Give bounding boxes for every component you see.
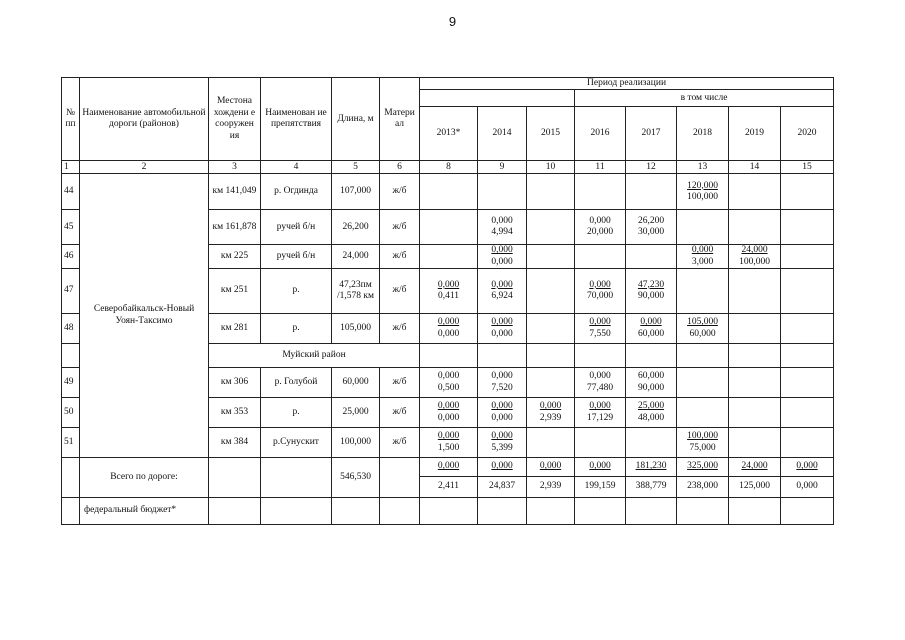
- empty-cell: [781, 498, 834, 525]
- value-cell: [781, 428, 834, 458]
- value-top: 26,200: [637, 216, 665, 226]
- header-col-index: 3: [209, 161, 261, 174]
- value-cell: [781, 269, 834, 314]
- obstacle-cell: ручей б/н: [261, 245, 332, 269]
- location-cell: км 225: [209, 245, 261, 269]
- value-top: 0,000: [589, 371, 611, 382]
- value-cell: [575, 174, 626, 210]
- empty-cell: [209, 498, 261, 525]
- header-col-index: 4: [261, 161, 332, 174]
- value-top: 0,000: [589, 317, 611, 328]
- header-col-index: 8: [420, 161, 478, 174]
- value-top: 0,000: [589, 401, 611, 412]
- total-top-text: 181,230: [635, 461, 667, 472]
- value-bottom: 1,500: [437, 442, 460, 453]
- header-location: Местона хождени е сооружен ия: [209, 78, 261, 161]
- header-year: 2020: [781, 107, 834, 161]
- total-length: 546,530: [332, 458, 380, 498]
- value-top: 0,000: [491, 431, 513, 442]
- header-year: 2013*: [420, 107, 478, 161]
- empty-cell: [62, 344, 80, 368]
- value-cell: [527, 210, 575, 245]
- total-bottom-value: 24,837: [478, 477, 527, 498]
- total-top-text: 0,000: [796, 461, 818, 472]
- value-bottom: 0,411: [437, 291, 460, 302]
- location-cell: км 306: [209, 368, 261, 398]
- value-cell: [420, 245, 478, 269]
- value-cell: [420, 368, 478, 398]
- length-cell: 47,23пм /1,578 км: [332, 269, 380, 314]
- value-cell: [729, 368, 781, 398]
- value-top: 100,000: [687, 431, 718, 442]
- value-cell: [527, 314, 575, 344]
- value-cell: [729, 314, 781, 344]
- empty-cell: [729, 344, 781, 368]
- value-cell: [729, 210, 781, 245]
- value-cell: [626, 174, 677, 210]
- total-bottom-value: 2,939: [527, 477, 575, 498]
- header-col-index: 13: [677, 161, 729, 174]
- empty-cell: [420, 498, 478, 525]
- header-obstacle: Наименован ие препятствия: [261, 78, 332, 161]
- obstacle-cell: р.: [261, 398, 332, 428]
- total-top-value: [420, 458, 478, 477]
- value-cell: [527, 245, 575, 269]
- header-year: 2017: [626, 107, 677, 161]
- header-col-index: 11: [575, 161, 626, 174]
- total-top-value: [527, 458, 575, 477]
- empty-cell: [575, 498, 626, 525]
- total-top-text: 0,000: [491, 461, 513, 472]
- value-bottom: 6,924: [491, 291, 513, 302]
- value-cell: [677, 269, 729, 314]
- value-cell: [478, 314, 527, 344]
- value-cell: [420, 428, 478, 458]
- length-cell: 105,000: [332, 314, 380, 344]
- value-top: 0,000: [437, 279, 460, 290]
- empty-cell: [62, 498, 80, 525]
- value-cell: [729, 269, 781, 314]
- header-period: Период реализации: [420, 78, 834, 90]
- empty-cell: [62, 458, 80, 498]
- value-top: 0,000: [539, 401, 562, 412]
- location-cell: км 251: [209, 269, 261, 314]
- header-col-index: 5: [332, 161, 380, 174]
- value-bottom: 30,000: [637, 227, 665, 238]
- value-cell: [781, 210, 834, 245]
- row-number: 47: [62, 269, 80, 314]
- total-bottom-value: 238,000: [677, 477, 729, 498]
- value-cell: [575, 398, 626, 428]
- value-cell: [575, 428, 626, 458]
- value-top: 0,000: [491, 317, 513, 328]
- federal-row: [62, 498, 834, 525]
- road-program-table: [61, 77, 834, 525]
- value-bottom: 0,000: [491, 328, 513, 339]
- location-cell: км 141,049: [209, 174, 261, 210]
- row-number: 50: [62, 398, 80, 428]
- header-col-index: 10: [527, 161, 575, 174]
- material-cell: ж/б: [380, 245, 420, 269]
- header-year: 2019: [729, 107, 781, 161]
- value-cell: [420, 210, 478, 245]
- row-number: 51: [62, 428, 80, 458]
- value-cell: [478, 269, 527, 314]
- row-number: 45: [62, 210, 80, 245]
- empty-cell: [380, 458, 420, 498]
- header-year: 2018: [677, 107, 729, 161]
- empty-cell: [729, 498, 781, 525]
- empty-cell: [261, 458, 332, 498]
- header-year: 2014: [478, 107, 527, 161]
- value-top: 0,000: [437, 431, 460, 442]
- value-cell: [781, 314, 834, 344]
- material-cell: ж/б: [380, 174, 420, 210]
- value-bottom: 0,000: [491, 412, 513, 423]
- header-col-index: 2: [80, 161, 209, 174]
- value-cell: [677, 398, 729, 428]
- value-top: 60,000: [637, 371, 665, 382]
- header-material: Матери ал: [380, 78, 420, 161]
- value-cell: [420, 174, 478, 210]
- value-bottom: 3,000: [691, 256, 714, 267]
- value-cell: [677, 314, 729, 344]
- value-cell: [626, 269, 677, 314]
- row-number: 49: [62, 368, 80, 398]
- value-bottom: 0,000: [437, 328, 460, 339]
- material-cell: ж/б: [380, 269, 420, 314]
- value-bottom: 4,994: [491, 227, 513, 238]
- location-cell: км 353: [209, 398, 261, 428]
- value-bottom: 20,000: [586, 227, 614, 238]
- empty-cell: [209, 458, 261, 498]
- value-top: 0,000: [437, 401, 460, 412]
- total-top-text: 325,000: [687, 461, 718, 472]
- location-cell: км 161,878: [209, 210, 261, 245]
- value-cell: [677, 428, 729, 458]
- value-cell: [781, 398, 834, 428]
- material-cell: ж/б: [380, 368, 420, 398]
- value-cell: [626, 245, 677, 269]
- empty-cell: [781, 344, 834, 368]
- value-top: 0,000: [491, 279, 513, 290]
- value-bottom: 17,129: [586, 412, 614, 423]
- value-top: 0,000: [491, 216, 513, 226]
- total-bottom-value: 388,779: [626, 477, 677, 498]
- header-col-index: 12: [626, 161, 677, 174]
- obstacle-cell: р. Огдинда: [261, 174, 332, 210]
- total-bottom-value: 199,159: [575, 477, 626, 498]
- total-top-text: 0,000: [589, 461, 611, 472]
- total-top-value: [677, 458, 729, 477]
- value-top: 0,000: [437, 317, 460, 328]
- value-top: 25,000: [637, 401, 665, 412]
- header-blank: [420, 90, 575, 107]
- header-col-index: 1: [62, 161, 80, 174]
- value-bottom: 77,480: [586, 382, 614, 393]
- length-cell: 100,000: [332, 428, 380, 458]
- value-cell: [478, 245, 527, 269]
- value-cell: [575, 368, 626, 398]
- value-cell: [626, 368, 677, 398]
- total-top-value: [729, 458, 781, 477]
- district-label: Муйский район: [209, 344, 420, 368]
- value-cell: [478, 368, 527, 398]
- value-cell: [626, 210, 677, 245]
- header-col-index: 6: [380, 161, 420, 174]
- empty-cell: [677, 498, 729, 525]
- value-top: 0,000: [691, 245, 714, 256]
- header-number: № пп: [62, 78, 80, 161]
- obstacle-cell: р.Сунускит: [261, 428, 332, 458]
- empty-cell: [527, 498, 575, 525]
- value-cell: [527, 269, 575, 314]
- length-cell: 60,000: [332, 368, 380, 398]
- value-bottom: 100,000: [739, 256, 770, 267]
- empty-cell: [261, 498, 332, 525]
- value-bottom: 48,000: [637, 412, 665, 423]
- header-length: Длина, м: [332, 78, 380, 161]
- value-cell: [729, 428, 781, 458]
- empty-cell: [626, 498, 677, 525]
- material-cell: ж/б: [380, 398, 420, 428]
- value-bottom: 60,000: [637, 328, 665, 339]
- value-cell: [527, 368, 575, 398]
- value-cell: [420, 398, 478, 428]
- value-cell: [478, 398, 527, 428]
- header-col-index: 14: [729, 161, 781, 174]
- row-number: 44: [62, 174, 80, 210]
- total-top-value: [478, 458, 527, 477]
- value-top: 47,230: [637, 279, 665, 290]
- total-top-text: 0,000: [539, 461, 562, 472]
- value-bottom: 2,939: [539, 412, 562, 423]
- empty-cell: [575, 344, 626, 368]
- length-cell: 24,000: [332, 245, 380, 269]
- value-cell: [420, 269, 478, 314]
- value-cell: [478, 174, 527, 210]
- location-cell: км 384: [209, 428, 261, 458]
- value-cell: [527, 174, 575, 210]
- total-top-text: 24,000: [741, 461, 768, 472]
- header-road-name: Наименование автомобильной дороги (районов): [80, 78, 209, 161]
- value-top: 24,000: [741, 245, 768, 256]
- empty-cell: [420, 344, 478, 368]
- total-bottom-value: 0,000: [781, 477, 834, 498]
- value-cell: [781, 174, 834, 210]
- value-cell: [478, 428, 527, 458]
- value-cell: [575, 314, 626, 344]
- total-row: [62, 458, 834, 477]
- value-cell: [677, 210, 729, 245]
- material-cell: ж/б: [380, 428, 420, 458]
- obstacle-cell: р. Голубой: [261, 368, 332, 398]
- material-cell: ж/б: [380, 314, 420, 344]
- value-bottom: 5,399: [491, 442, 513, 453]
- material-cell: ж/б: [380, 210, 420, 245]
- value-top: 0,000: [491, 245, 513, 256]
- value-cell: [729, 398, 781, 428]
- empty-cell: [332, 498, 380, 525]
- value-bottom: 0,000: [491, 256, 513, 267]
- value-top: 0,000: [491, 371, 513, 382]
- value-top: 0,000: [589, 216, 611, 226]
- value-cell: [729, 174, 781, 210]
- total-top-text: 0,000: [437, 461, 460, 472]
- value-cell: [575, 245, 626, 269]
- empty-cell: [478, 498, 527, 525]
- value-bottom: 7,520: [491, 382, 513, 393]
- value-cell: [729, 245, 781, 269]
- row-number: 48: [62, 314, 80, 344]
- value-cell: [527, 398, 575, 428]
- value-top: 0,000: [589, 279, 611, 290]
- empty-cell: [478, 344, 527, 368]
- length-cell: 26,200: [332, 210, 380, 245]
- table-row: [62, 174, 834, 210]
- header-col-index: 9: [478, 161, 527, 174]
- total-bottom-value: 125,000: [729, 477, 781, 498]
- header-col-index: 15: [781, 161, 834, 174]
- value-cell: [781, 245, 834, 269]
- value-cell: [527, 428, 575, 458]
- value-bottom: 90,000: [637, 382, 665, 393]
- total-top-value: [626, 458, 677, 477]
- value-cell: [575, 269, 626, 314]
- value-bottom: 0,000: [437, 412, 460, 423]
- value-bottom: 75,000: [689, 442, 716, 453]
- value-bottom: 100,000: [687, 191, 718, 202]
- page-number: 9: [448, 14, 457, 29]
- value-bottom: 70,000: [586, 291, 614, 302]
- value-cell: [575, 210, 626, 245]
- value-cell: [677, 368, 729, 398]
- total-top-value: [781, 458, 834, 477]
- total-top-value: [575, 458, 626, 477]
- value-top: 0,000: [640, 317, 662, 328]
- obstacle-cell: р.: [261, 314, 332, 344]
- obstacle-cell: р.: [261, 269, 332, 314]
- row-number: 46: [62, 245, 80, 269]
- total-bottom-value: 2,411: [420, 477, 478, 498]
- length-cell: 107,000: [332, 174, 380, 210]
- value-cell: [478, 210, 527, 245]
- total-label: Всего по дороге:: [80, 458, 209, 498]
- value-bottom: 90,000: [637, 291, 665, 302]
- value-cell: [626, 428, 677, 458]
- value-top: 0,000: [437, 371, 460, 382]
- value-top: 0,000: [491, 401, 513, 412]
- federal-label: федеральный бюджет*: [80, 498, 209, 525]
- value-cell: [626, 398, 677, 428]
- value-bottom: 0,500: [437, 382, 460, 393]
- value-cell: [677, 174, 729, 210]
- header-including: в том числе: [575, 90, 834, 107]
- value-cell: [626, 314, 677, 344]
- empty-cell: [677, 344, 729, 368]
- value-bottom: 7,550: [589, 328, 611, 339]
- value-cell: [781, 368, 834, 398]
- value-cell: [677, 245, 729, 269]
- empty-cell: [527, 344, 575, 368]
- value-bottom: 60,000: [689, 328, 716, 339]
- value-cell: [420, 314, 478, 344]
- empty-cell: [380, 498, 420, 525]
- header-year: 2015: [527, 107, 575, 161]
- value-top: 120,000: [687, 180, 718, 191]
- value-top: 105,000: [687, 317, 718, 328]
- location-cell: км 281: [209, 314, 261, 344]
- road-name-cell: Северобайкальск-Новый Уоян-Таксимо: [80, 174, 209, 458]
- header-year: 2016: [575, 107, 626, 161]
- obstacle-cell: ручей б/н: [261, 210, 332, 245]
- length-cell: 25,000: [332, 398, 380, 428]
- empty-cell: [626, 344, 677, 368]
